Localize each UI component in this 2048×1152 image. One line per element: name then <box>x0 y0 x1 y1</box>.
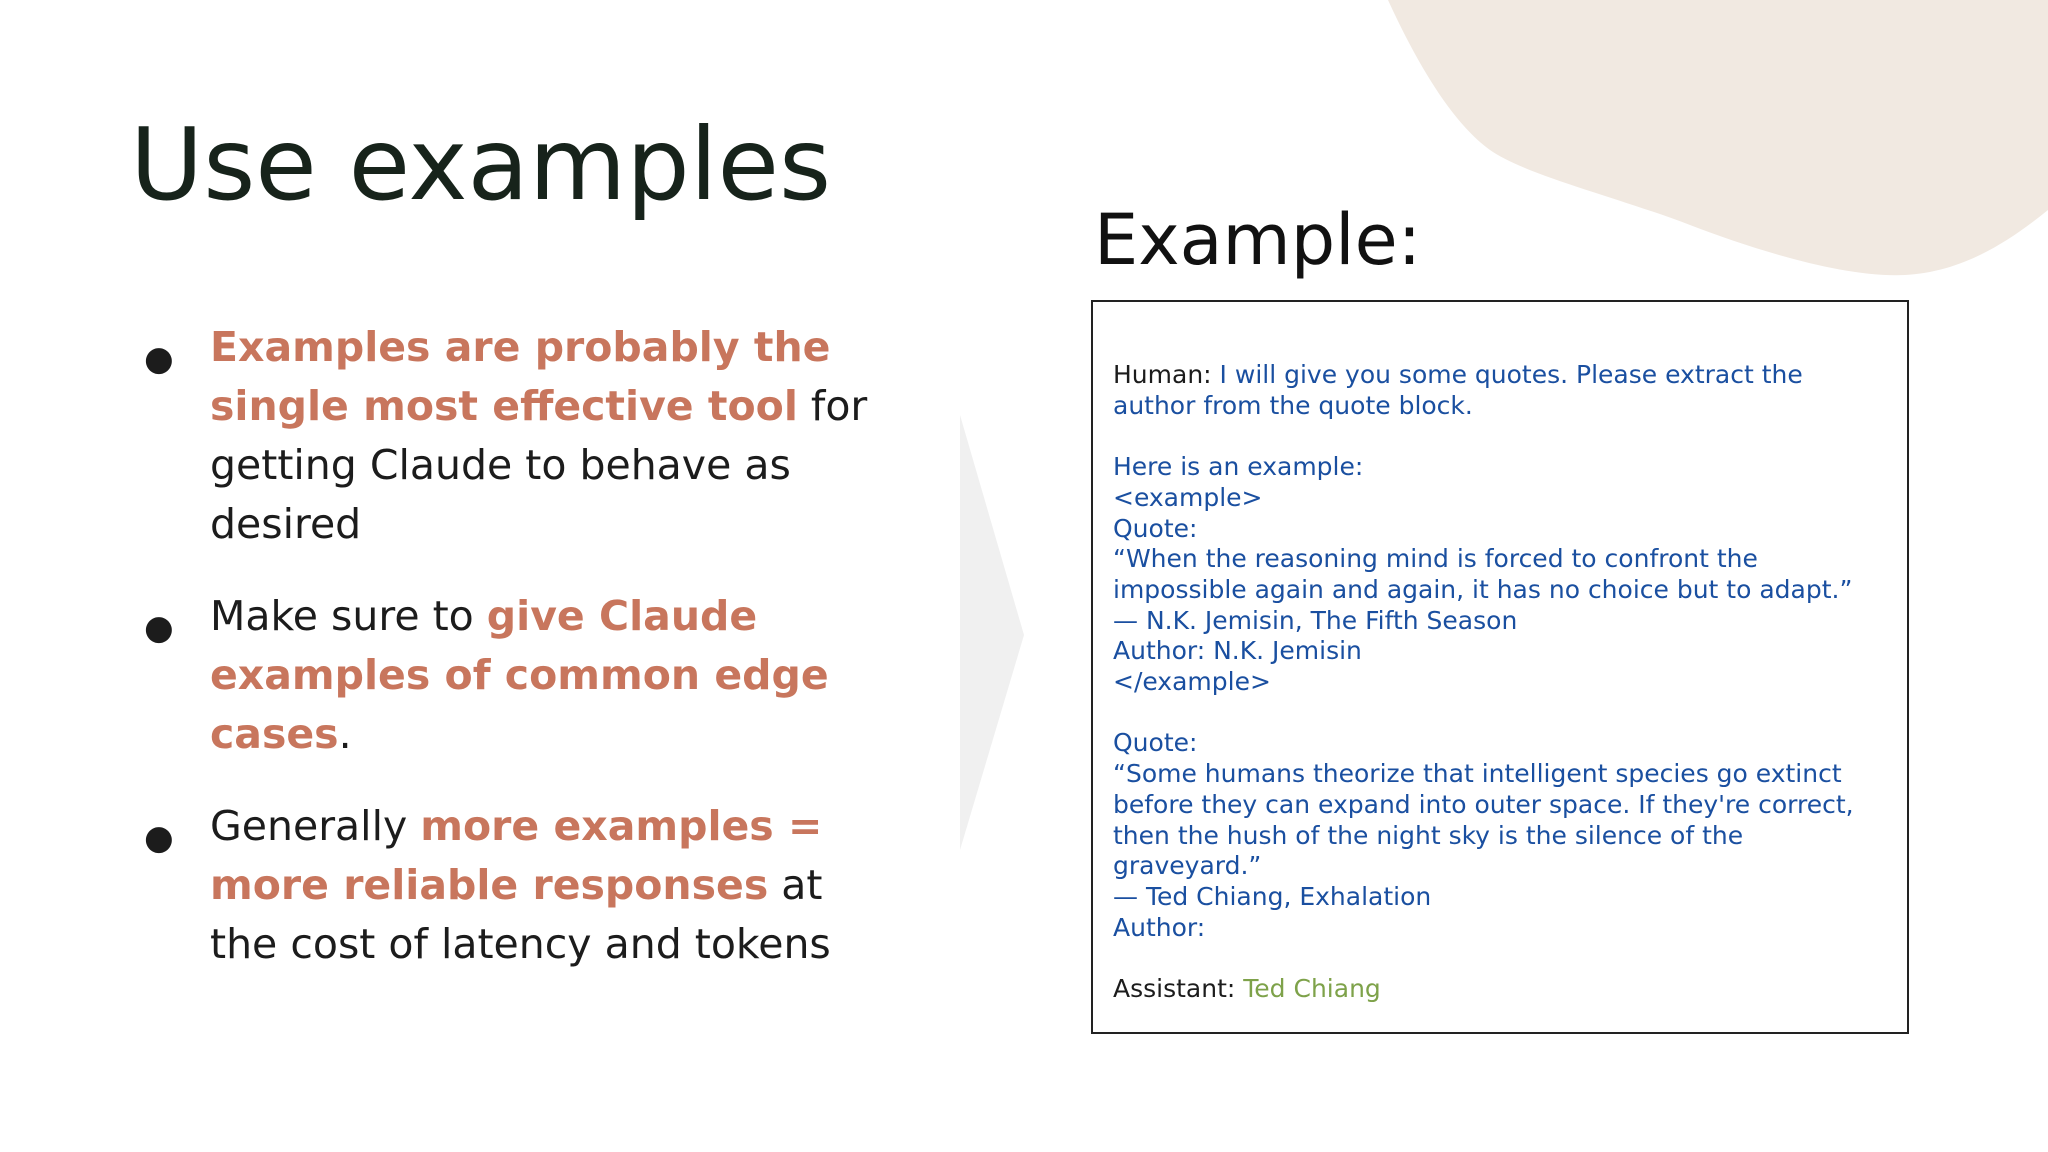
example-heading: Example: <box>1094 199 1422 281</box>
highlight-text: Examples are probably the single most effective tool <box>210 323 831 430</box>
prompt-line: — Ted Chiang, Exhalation <box>1113 881 1432 911</box>
prompt-line: </example> <box>1113 667 1271 697</box>
body-text: Make sure to <box>210 592 487 640</box>
bullet-item <box>140 318 900 554</box>
prompt-line: impossible again and again, it has no choice but to adapt.” <box>1113 574 1853 604</box>
assistant-answer: Ted Chiang <box>1243 974 1381 1004</box>
prompt-line: “When the reasoning mind is forced to confront the <box>1113 544 1758 574</box>
bullet-item <box>140 587 900 764</box>
prompt-line: Quote: <box>1113 728 1198 758</box>
prompt-line: then the hush of the night sky is the silence of the <box>1113 820 1744 850</box>
body-text: Generally <box>210 802 421 850</box>
prompt-line: before they can expand into outer space. If they're correct, <box>1113 789 1854 819</box>
bullet-text <box>210 592 829 758</box>
prompt-line: graveyard.” <box>1113 851 1262 881</box>
assistant-label: Assistant: <box>1113 974 1236 1004</box>
prompt-line: Quote: <box>1113 513 1198 543</box>
bullet-text <box>210 323 867 548</box>
bullet-list <box>140 318 900 974</box>
bullet-dot-icon: ● <box>144 818 174 858</box>
human-label: Human: <box>1113 360 1212 389</box>
prompt-text: I will give you some quotes. Please extract the <box>1219 360 1803 389</box>
prompt-line: — N.K. Jemisin, The Fifth Season <box>1113 605 1518 635</box>
body-text: at the cost of latency and tokens <box>210 861 831 968</box>
prompt-line: <example> <box>1113 482 1263 512</box>
prompt-line: Author: N.K. Jemisin <box>1113 636 1362 666</box>
prompt-line: “Some humans theorize that intelligent species go extinct <box>1113 759 1842 789</box>
assistant-line <box>1113 974 1907 1005</box>
highlight-text: more examples = more reliable responses <box>210 802 823 909</box>
body-text: for getting Claude to behave as desired <box>210 382 868 548</box>
human-line <box>1113 360 1907 391</box>
prompt-line: Here is an example: <box>1113 452 1364 482</box>
prompt-line: author from the quote block. <box>1113 390 1473 420</box>
bullet-dot-icon: ● <box>144 608 174 648</box>
example-prompt-box <box>1091 300 1909 1034</box>
prompt-line: Author: <box>1113 912 1206 942</box>
bullet-text <box>210 802 831 968</box>
body-text: . <box>338 710 352 758</box>
highlight-text: give Claude examples of common edge cases <box>210 592 829 758</box>
bullet-dot-icon: ● <box>144 339 174 379</box>
bullet-item <box>140 797 900 974</box>
slide-title: Use examples <box>130 106 832 223</box>
